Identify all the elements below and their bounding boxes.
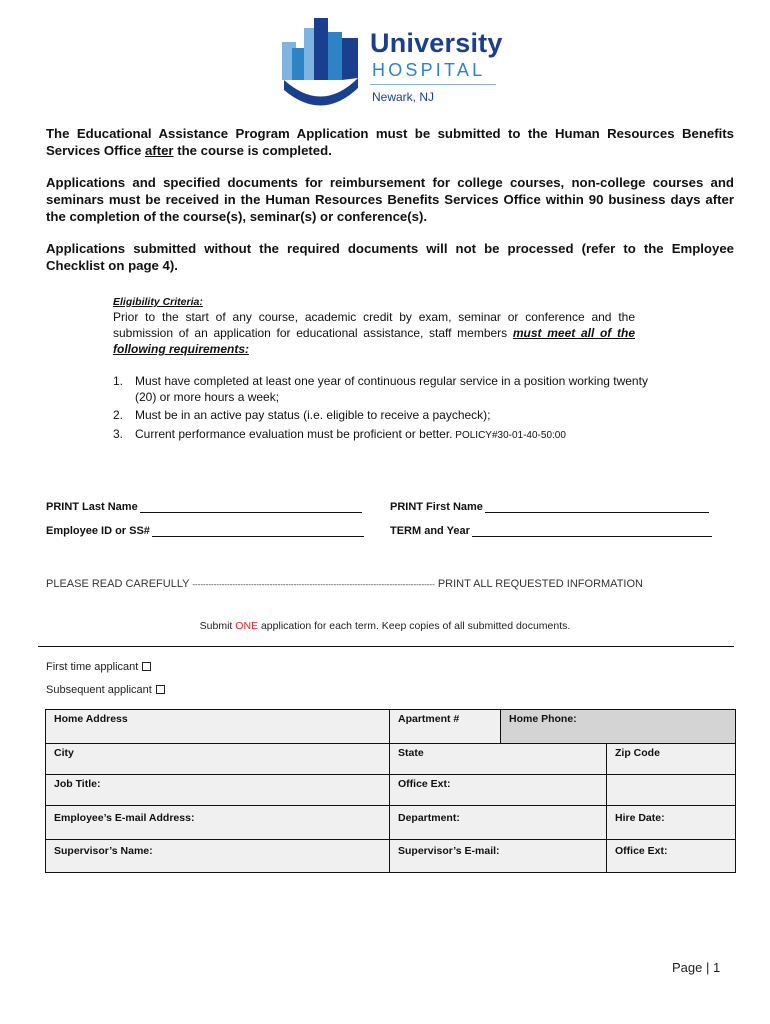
logo-location: Newark, NJ bbox=[372, 90, 435, 104]
read-carefully-notice: PLEASE READ CAREFULLY ------------------------------------------------------------------------------------------- PRINT ALL REQUESTED INFORMATION bbox=[46, 578, 643, 590]
employee-email-label[interactable]: Employee’s E-mail Address: bbox=[54, 812, 195, 824]
eligibility-heading: Eligibility Criteria: bbox=[113, 296, 203, 308]
eligibility-text: Prior to the start of any course, academic credit by exam, seminar or conference and the submission of an application for educational assistance, staff members must meet all of the following requirements: bbox=[113, 310, 635, 356]
logo-title: University bbox=[370, 28, 503, 58]
list-item: 1. Must have completed at least one year of continuous regular service in a position working twenty (20) or more hours a week; bbox=[113, 374, 648, 404]
supervisor-email-label[interactable]: Supervisor’s E-mail: bbox=[398, 845, 500, 857]
office-ext-label[interactable]: Office Ext: bbox=[398, 778, 451, 790]
intro-paragraph-3: Applications submitted without the required documents will not be processed (refer to the Employee Checklist on page 4). bbox=[46, 241, 734, 273]
last-name-line[interactable] bbox=[140, 500, 362, 513]
policy-number: POLICY#30-01-40-50:00 bbox=[452, 429, 566, 441]
first-name-line[interactable] bbox=[485, 500, 709, 513]
eligibility-requirement-emphasis: must meet all of the following requirements bbox=[113, 326, 635, 356]
applicant-info-table bbox=[45, 709, 736, 873]
logo-divider bbox=[370, 84, 496, 85]
employee-id-line[interactable] bbox=[152, 524, 364, 537]
supervisor-name-label[interactable]: Supervisor’s Name: bbox=[54, 845, 153, 857]
list-item: 3. Current performance evaluation must be proficient or better. POLICY#30-01-40-50:00 bbox=[113, 426, 566, 441]
home-address-label[interactable]: Home Address bbox=[54, 713, 128, 725]
logo-subtitle: HOSPITAL bbox=[372, 60, 486, 80]
section-divider bbox=[38, 646, 734, 647]
hire-date-label[interactable]: Hire Date: bbox=[615, 812, 665, 824]
city-label[interactable]: City bbox=[54, 747, 74, 759]
home-phone-label[interactable]: Home Phone: bbox=[509, 713, 577, 725]
zip-code-label[interactable]: Zip Code bbox=[615, 747, 660, 759]
subsequent-checkbox[interactable] bbox=[156, 685, 165, 694]
intro-after-emphasis: after bbox=[144, 143, 174, 158]
last-name-field[interactable]: PRINT Last Name bbox=[46, 500, 362, 513]
submit-one-emphasis: ONE bbox=[235, 620, 259, 632]
term-year-field[interactable]: TERM and Year bbox=[390, 524, 712, 537]
list-item: 2. Must be in an active pay status (i.e. eligible to receive a paycheck); bbox=[113, 408, 491, 422]
page-number: Page | 1 bbox=[672, 960, 721, 975]
state-label[interactable]: State bbox=[398, 747, 424, 759]
first-time-applicant-option[interactable]: First time applicant bbox=[46, 661, 151, 673]
job-title-label[interactable]: Job Title: bbox=[54, 778, 101, 790]
university-hospital-logo-mark bbox=[282, 18, 360, 108]
apartment-label[interactable]: Apartment # bbox=[398, 713, 460, 725]
department-label[interactable]: Department: bbox=[398, 812, 460, 824]
employee-id-field[interactable]: Employee ID or SS# bbox=[46, 524, 364, 537]
term-year-line[interactable] bbox=[472, 524, 712, 537]
subsequent-applicant-option[interactable]: Subsequent applicant bbox=[46, 684, 165, 696]
first-name-field[interactable]: PRINT First Name bbox=[390, 500, 709, 513]
eligibility-list bbox=[113, 374, 653, 443]
intro-paragraph-1: The Educational Assistance Program Application must be submitted to the Human Resources Benefits Services Office after the course is completed. bbox=[46, 126, 734, 158]
intro-paragraph-2: Applications and specified documents for reimbursement for college courses, non-college courses and seminars must be received in the Human Resources Benefits Services Office within 90 business days after the completion of the course(s), seminar(s) or conference(s). bbox=[46, 175, 734, 224]
submit-instruction: Submit ONE application for each term. Keep copies of all submitted documents. bbox=[199, 620, 571, 632]
supervisor-office-ext-label[interactable]: Office Ext: bbox=[615, 845, 668, 857]
first-time-checkbox[interactable] bbox=[142, 662, 151, 671]
